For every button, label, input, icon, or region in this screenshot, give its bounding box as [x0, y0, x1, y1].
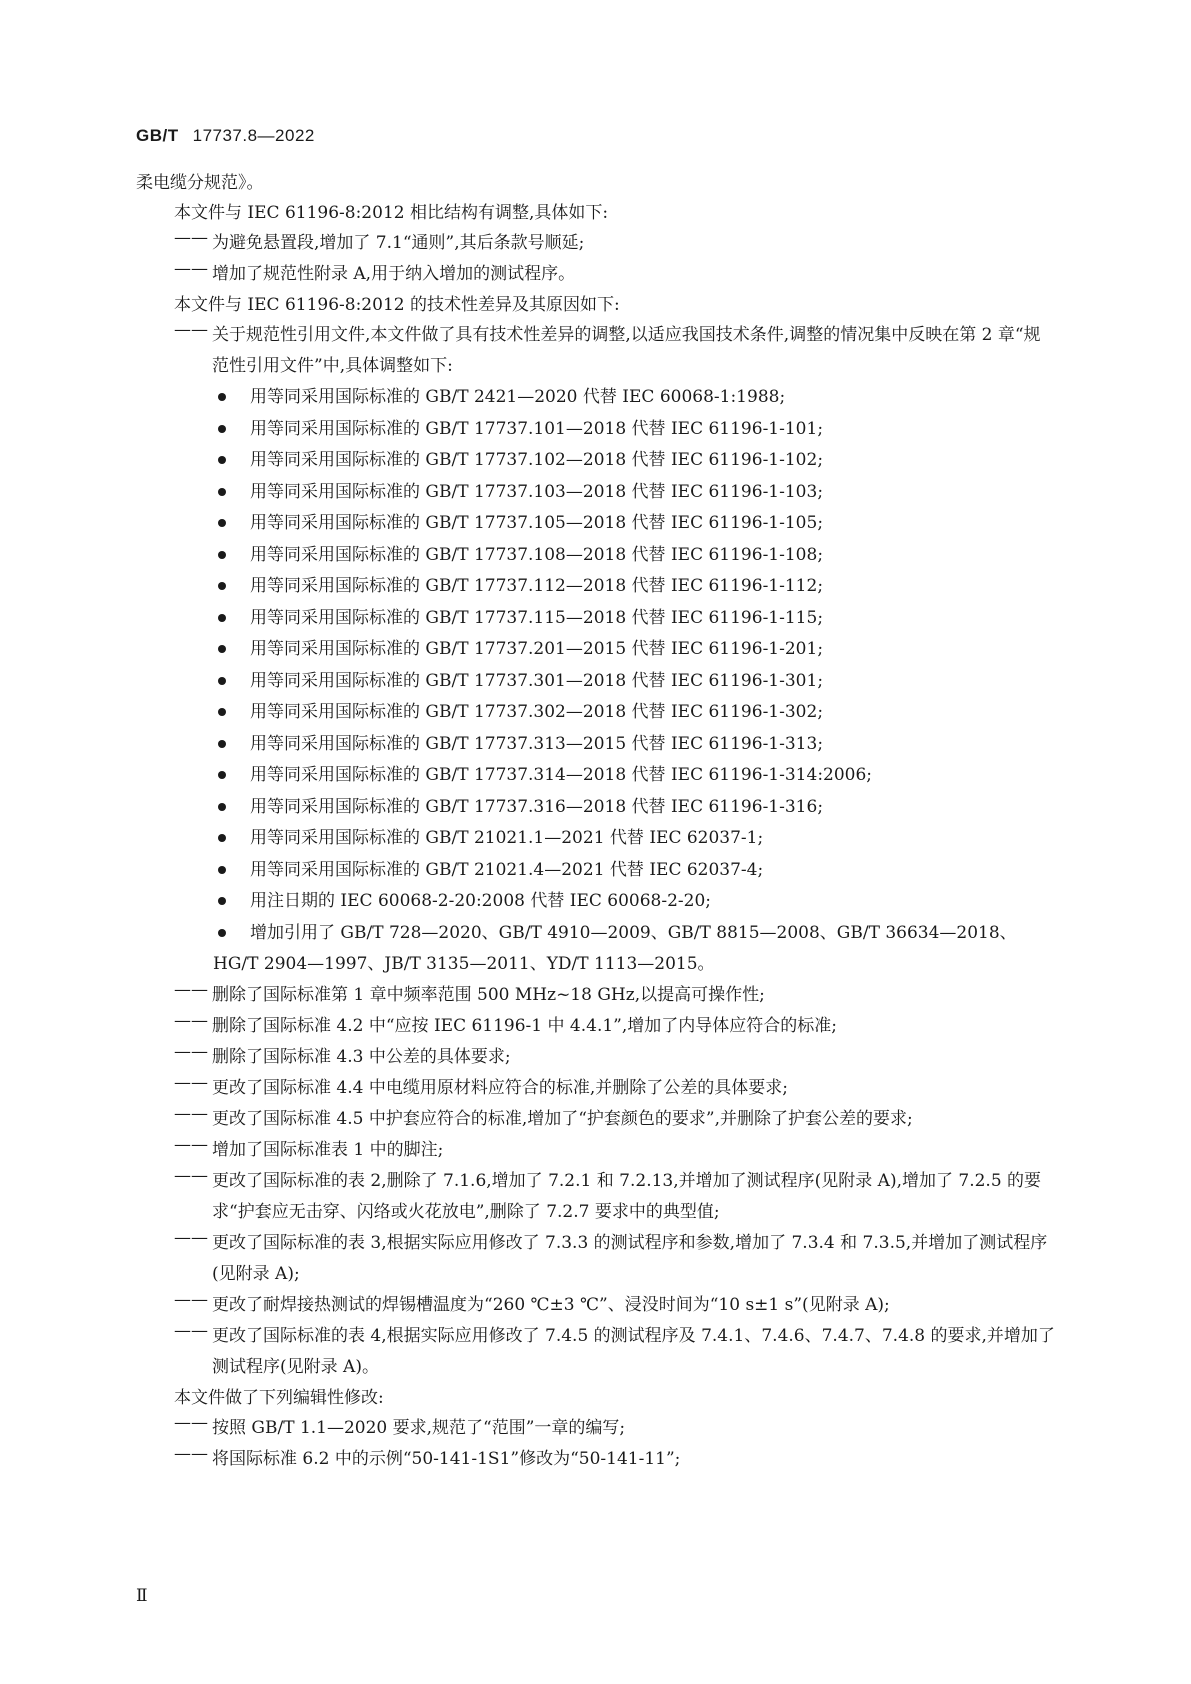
tech-item [136, 1321, 1056, 1383]
bullet-icon [136, 729, 250, 761]
tech-item [136, 1104, 1056, 1135]
tech-item [136, 1135, 1056, 1166]
ref-added-continuation: HG/T 2904—1997、JB/T 3135—2011、YD/T 1113—2015。 [213, 954, 715, 974]
dash-marker: —— [174, 1413, 208, 1433]
bullet-icon [136, 634, 250, 666]
tech-item-text: 更改了国际标准的表 4,根据实际应用修改了 7.4.5 的测试程序及 7.4.1、7.4.6、7.4.7、7.4.8 的要求,并增加了测试程序(见附录 A)。 [212, 1326, 1055, 1377]
tech-item-text: 更改了国际标准 4.5 中护套应符合的标准,增加了“护套颜色的要求”,并删除了护套公差的要求; [212, 1109, 913, 1129]
dash-marker: —— [174, 1290, 208, 1310]
list-item [136, 414, 1056, 446]
bullet-icon [136, 445, 250, 477]
list-item [136, 445, 1056, 477]
ref-text: 用等同采用国际标准的 GB/T 17737.112—2018 代替 IEC 61196-1-112; [250, 576, 824, 596]
ref-text: 用等同采用国际标准的 GB/T 21021.4—2021 代替 IEC 62037-4; [250, 859, 764, 880]
structure-item [136, 228, 1056, 259]
bullet-icon [136, 540, 250, 572]
tech-item-text: 更改了国际标准的表 3,根据实际应用修改了 7.3.3 的测试程序和参数,增加了 7.3.4 和 7.3.5,并增加了测试程序(见附录 A); [212, 1233, 1048, 1284]
bullet-icon [136, 603, 250, 635]
editorial-intro: 本文件做了下列编辑性修改: [174, 1388, 384, 1408]
list-item [136, 603, 1056, 635]
list-item [136, 729, 1056, 761]
tech-item-text: 更改了耐焊接热测试的焊锡槽温度为“260 ℃±3 ℃”、浸没时间为“10 s±1 s”(见附录 A); [212, 1295, 890, 1315]
bullet-icon [136, 918, 250, 950]
bullet-icon [136, 666, 250, 698]
list-item [136, 792, 1056, 824]
dash-marker: —— [174, 1444, 208, 1464]
list-item [136, 382, 1056, 414]
ref-text: 用等同采用国际标准的 GB/T 17737.302—2018 代替 IEC 61196-1-302; [250, 702, 824, 722]
dash-marker: —— [174, 1011, 208, 1031]
structure-intro: 本文件与 IEC 61196-8:2012 相比结构有调整,具体如下: [174, 203, 609, 223]
dash-marker: —— [174, 1104, 208, 1124]
list-item [136, 886, 1056, 918]
tech-item [136, 1290, 1056, 1321]
ref-text: 用等同采用国际标准的 GB/T 17737.108—2018 代替 IEC 61196-1-108; [250, 544, 824, 565]
ref-text: 用等同采用国际标准的 GB/T 17737.105—2018 代替 IEC 61196-1-105; [250, 513, 824, 533]
list-item [136, 918, 1056, 950]
list-item [136, 697, 1056, 729]
editorial-item-text: 将国际标准 6.2 中的示例“50-141-1S1”修改为“50-141-11”; [212, 1449, 681, 1469]
tech-item-text: 更改了国际标准 4.4 中电缆用原材料应符合的标准,并删除了公差的具体要求; [212, 1078, 788, 1098]
refs-bullet-list [136, 382, 1056, 949]
ref-text: 用等同采用国际标准的 GB/T 17737.115—2018 代替 IEC 61196-1-115; [250, 607, 824, 628]
bullet-icon [136, 571, 250, 603]
ref-text: 用等同采用国际标准的 GB/T 17737.314—2018 代替 IEC 61196-1-314:2006; [250, 765, 873, 785]
ref-text: 用等同采用国际标准的 GB/T 17737.102—2018 代替 IEC 61196-1-102; [250, 450, 824, 470]
bullet-icon [136, 792, 250, 824]
document-body [136, 168, 1056, 1475]
ref-text: 用等同采用国际标准的 GB/T 17737.301—2018 代替 IEC 61196-1-301; [250, 670, 824, 691]
editorial-item-text: 按照 GB/T 1.1—2020 要求,规范了“范围”一章的编写; [212, 1418, 626, 1438]
ref-text: 用注日期的 IEC 60068-2-20:2008 代替 IEC 60068-2-20; [250, 891, 712, 911]
tech-intro: 本文件与 IEC 61196-8:2012 的技术性差异及其原因如下: [174, 295, 620, 315]
standard-number: 17737.8—2022 [192, 126, 315, 145]
ref-text: 用等同采用国际标准的 GB/T 17737.316—2018 代替 IEC 61196-1-316; [250, 796, 824, 817]
structure-item [136, 259, 1056, 290]
list-item [136, 855, 1056, 887]
list-item [136, 508, 1056, 540]
dash-marker: —— [174, 1042, 208, 1062]
dash-marker: —— [174, 228, 208, 248]
bullet-icon [136, 477, 250, 509]
tech-item [136, 1228, 1056, 1290]
refs-intro-text: 关于规范性引用文件,本文件做了具有技术性差异的调整,以适应我国技术条件,调整的情况集中反映在第 2 章“规范性引用文件”中,具体调整如下: [212, 325, 1041, 376]
ref-added-text: 增加引用了 GB/T 728—2020、GB/T 4910—2009、GB/T 8815—2008、GB/T 36634—2018、 [250, 922, 1017, 943]
dash-marker: —— [174, 259, 208, 279]
list-item [136, 760, 1056, 792]
ref-text: 用等同采用国际标准的 GB/T 17737.103—2018 代替 IEC 61196-1-103; [250, 481, 824, 502]
list-item [136, 666, 1056, 698]
page-header [136, 126, 315, 146]
list-item [136, 540, 1056, 572]
list-item [136, 571, 1056, 603]
bullet-icon [136, 508, 250, 540]
ref-text: 用等同采用国际标准的 GB/T 21021.1—2021 代替 IEC 62037-1; [250, 828, 764, 848]
ref-text: 用等同采用国际标准的 GB/T 17737.313—2015 代替 IEC 61196-1-313; [250, 733, 824, 754]
page-number: Ⅱ [136, 1586, 148, 1606]
continuation-line: 柔电缆分规范》。 [136, 173, 264, 193]
dash-marker: —— [174, 1073, 208, 1093]
list-item [136, 823, 1056, 855]
ref-text: 用等同采用国际标准的 GB/T 2421—2020 代替 IEC 60068-1:1988; [250, 387, 786, 407]
refs-intro-item [136, 320, 1056, 382]
tech-item-text: 删除了国际标准第 1 章中频率范围 500 MHz~18 GHz,以提高可操作性; [212, 985, 765, 1005]
structure-item-text: 为避免悬置段,增加了 7.1“通则”,其后条款号顺延; [212, 233, 585, 253]
dash-marker: —— [174, 320, 208, 340]
dash-marker: —— [174, 1321, 208, 1341]
tech-item [136, 1166, 1056, 1228]
editorial-item [136, 1413, 1056, 1444]
structure-item-text: 增加了规范性附录 A,用于纳入增加的测试程序。 [212, 264, 576, 284]
tech-item [136, 1042, 1056, 1073]
standard-prefix: GB/T [136, 126, 179, 145]
dash-marker: —— [174, 1228, 208, 1248]
dash-marker: —— [174, 1166, 208, 1186]
dash-marker: —— [174, 1135, 208, 1155]
dash-marker: —— [174, 980, 208, 1000]
bullet-icon [136, 855, 250, 887]
bullet-icon [136, 760, 250, 792]
tech-item-text: 增加了国际标准表 1 中的脚注; [212, 1140, 444, 1160]
tech-item-text: 删除了国际标准 4.2 中“应按 IEC 61196-1 中 4.4.1”,增加了内导体应符合的标准; [212, 1016, 837, 1036]
editorial-item [136, 1444, 1056, 1475]
ref-text: 用等同采用国际标准的 GB/T 17737.201—2015 代替 IEC 61196-1-201; [250, 639, 824, 659]
tech-item-text: 更改了国际标准的表 2,删除了 7.1.6,增加了 7.2.1 和 7.2.13,并增加了测试程序(见附录 A),增加了 7.2.5 的要求“护套应无击穿、闪络或火花放电”,删除了 7.2.7 要求中的典型值; [212, 1171, 1042, 1222]
tech-item [136, 1073, 1056, 1104]
ref-text: 用等同采用国际标准的 GB/T 17737.101—2018 代替 IEC 61196-1-101; [250, 418, 824, 439]
bullet-icon [136, 823, 250, 855]
bullet-icon [136, 886, 250, 918]
bullet-icon [136, 414, 250, 446]
bullet-icon [136, 382, 250, 414]
bullet-icon [136, 697, 250, 729]
list-item [136, 634, 1056, 666]
tech-item-text: 删除了国际标准 4.3 中公差的具体要求; [212, 1047, 511, 1067]
tech-item [136, 980, 1056, 1011]
list-item [136, 477, 1056, 509]
tech-item [136, 1011, 1056, 1042]
